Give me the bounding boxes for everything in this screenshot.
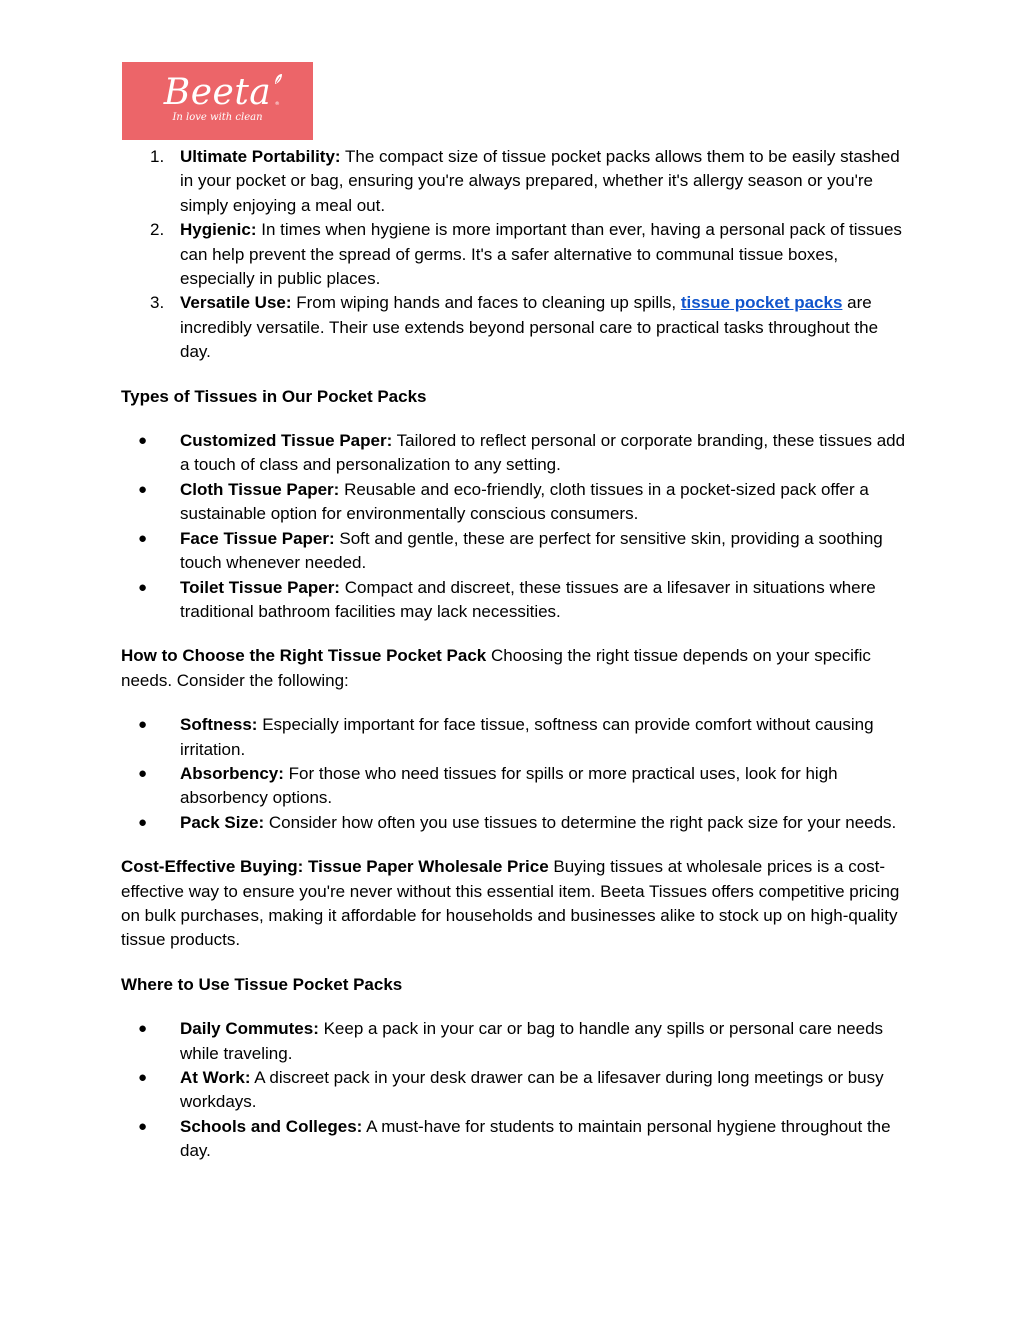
benefit-item: [121, 218, 911, 291]
item-text: Keep a pack in your car or bag to handle any spills or personal care needs while traveling.: [180, 1019, 884, 1063]
document-body: [121, 145, 911, 1164]
item-title: Absorbency:: [180, 763, 284, 783]
types-list: [121, 429, 911, 624]
list-item: [121, 811, 911, 835]
list-number: 1.: [150, 147, 165, 166]
item-title: Schools and Colleges:: [180, 1116, 363, 1136]
item-text: Compact and discreet, these tissues are a lifesaver in situations where traditional bathroom facilities may lack necessities.: [180, 577, 876, 621]
list-item: [121, 713, 911, 762]
bullet-icon: ●: [138, 764, 148, 782]
item-text: For those who need tissues for spills or more practical uses, look for high absorbency options.: [180, 763, 838, 808]
where-list: [121, 1017, 911, 1163]
list-number: 3.: [150, 293, 165, 313]
item-title: Cloth Tissue Paper:: [180, 479, 340, 499]
list-item: [121, 478, 911, 527]
item-text: A must-have for students to maintain personal hygiene throughout the day.: [180, 1116, 891, 1161]
cost-paragraph: [121, 855, 911, 953]
benefit-text: In times when hygiene is more important than ever, having a personal pack of tissues can help prevent the spread of germs. It's a safer alternative to communal tissue boxes, especially in public places.: [180, 220, 902, 289]
bullet-icon: ●: [138, 813, 148, 831]
item-text: Consider how often you use tissues to determine the right pack size for your needs.: [264, 812, 897, 832]
list-item: [121, 429, 911, 478]
list-item: [121, 762, 911, 811]
choose-list: [121, 713, 911, 835]
registered-mark: ®: [274, 100, 281, 107]
item-text: Reusable and eco-friendly, cloth tissues in a pocket-sized pack offer a sustainable option for environmentally conscious consumers.: [180, 479, 869, 524]
leaf-icon: [274, 73, 283, 85]
bullet-icon: ●: [138, 578, 148, 596]
tissue-pocket-packs-link[interactable]: tissue pocket packs: [680, 293, 843, 313]
item-title: Customized Tissue Paper:: [180, 431, 393, 451]
choose-intro: Choosing the right tissue depends on your specific needs. Consider the following:: [121, 646, 871, 690]
list-item: [121, 1115, 911, 1164]
bullet-icon: ●: [138, 1117, 148, 1135]
benefits-list: [121, 145, 911, 365]
cost-heading: Cost-Effective Buying: Tissue Paper Wholesale Price: [121, 857, 549, 877]
benefit-text: From wiping hands and faces to cleaning up spills,: [291, 293, 681, 313]
item-title: Toilet Tissue Paper:: [180, 577, 340, 597]
item-title: Face Tissue Paper:: [180, 528, 335, 548]
where-heading: Where to Use Tissue Pocket Packs: [121, 974, 403, 994]
logo-tagline: In love with clean: [172, 111, 263, 123]
item-title: Pack Size:: [180, 812, 265, 832]
item-text: Especially important for face tissue, softness can provide comfort without causing irritation.: [180, 715, 874, 759]
benefit-item: [121, 291, 911, 364]
item-text: Soft and gentle, these are perfect for sensitive skin, providing a soothing touch whenever needed.: [180, 528, 883, 573]
bullet-icon: ●: [138, 480, 148, 498]
benefit-text: are incredibly versatile. Their use extends beyond personal care to practical tasks throughout the day.: [180, 293, 879, 362]
item-title: At Work:: [180, 1068, 251, 1087]
list-item: [121, 576, 911, 625]
item-title: Daily Commutes:: [180, 1019, 319, 1039]
logo-wordmark: Beeta ®: [164, 75, 272, 111]
beeta-logo: [122, 62, 313, 140]
benefit-title: Versatile Use:: [180, 293, 292, 313]
bullet-icon: ●: [138, 529, 148, 547]
list-number: 2.: [150, 220, 165, 240]
list-item: [121, 527, 911, 576]
benefit-text: The compact size of tissue pocket packs allows them to be easily stashed in your pocket or bag, ensuring you're always prepared, whether it's allergy season or you're simply enjoying a meal out.: [180, 147, 900, 215]
types-heading: Types of Tissues in Our Pocket Packs: [121, 386, 427, 406]
item-text: Tailored to reflect personal or corporate branding, these tissues add a touch of class and personalization to any setting.: [180, 431, 906, 475]
choose-paragraph: [121, 644, 911, 693]
cost-text: Buying tissues at wholesale prices is a cost-effective way to ensure you're never without this essential item. Beeta Tissues offers competitive pricing on bulk purchases, making it affordable for households and businesses alike to stock up on high-quality tissue products.: [121, 857, 900, 950]
item-title: Softness:: [180, 715, 258, 735]
benefit-title: Ultimate Portability:: [180, 147, 341, 166]
bullet-icon: ●: [138, 1069, 148, 1086]
bullet-icon: ●: [138, 432, 148, 450]
benefit-title: Hygienic:: [180, 220, 257, 240]
bullet-icon: ●: [138, 1020, 148, 1038]
bullet-icon: ●: [138, 716, 148, 734]
list-item: [121, 1066, 911, 1115]
list-item: [121, 1017, 911, 1066]
benefit-item: [121, 145, 911, 218]
choose-heading: How to Choose the Right Tissue Pocket Pack: [121, 646, 487, 666]
item-text: A discreet pack in your desk drawer can be a lifesaver during long meetings or busy workdays.: [180, 1068, 884, 1112]
